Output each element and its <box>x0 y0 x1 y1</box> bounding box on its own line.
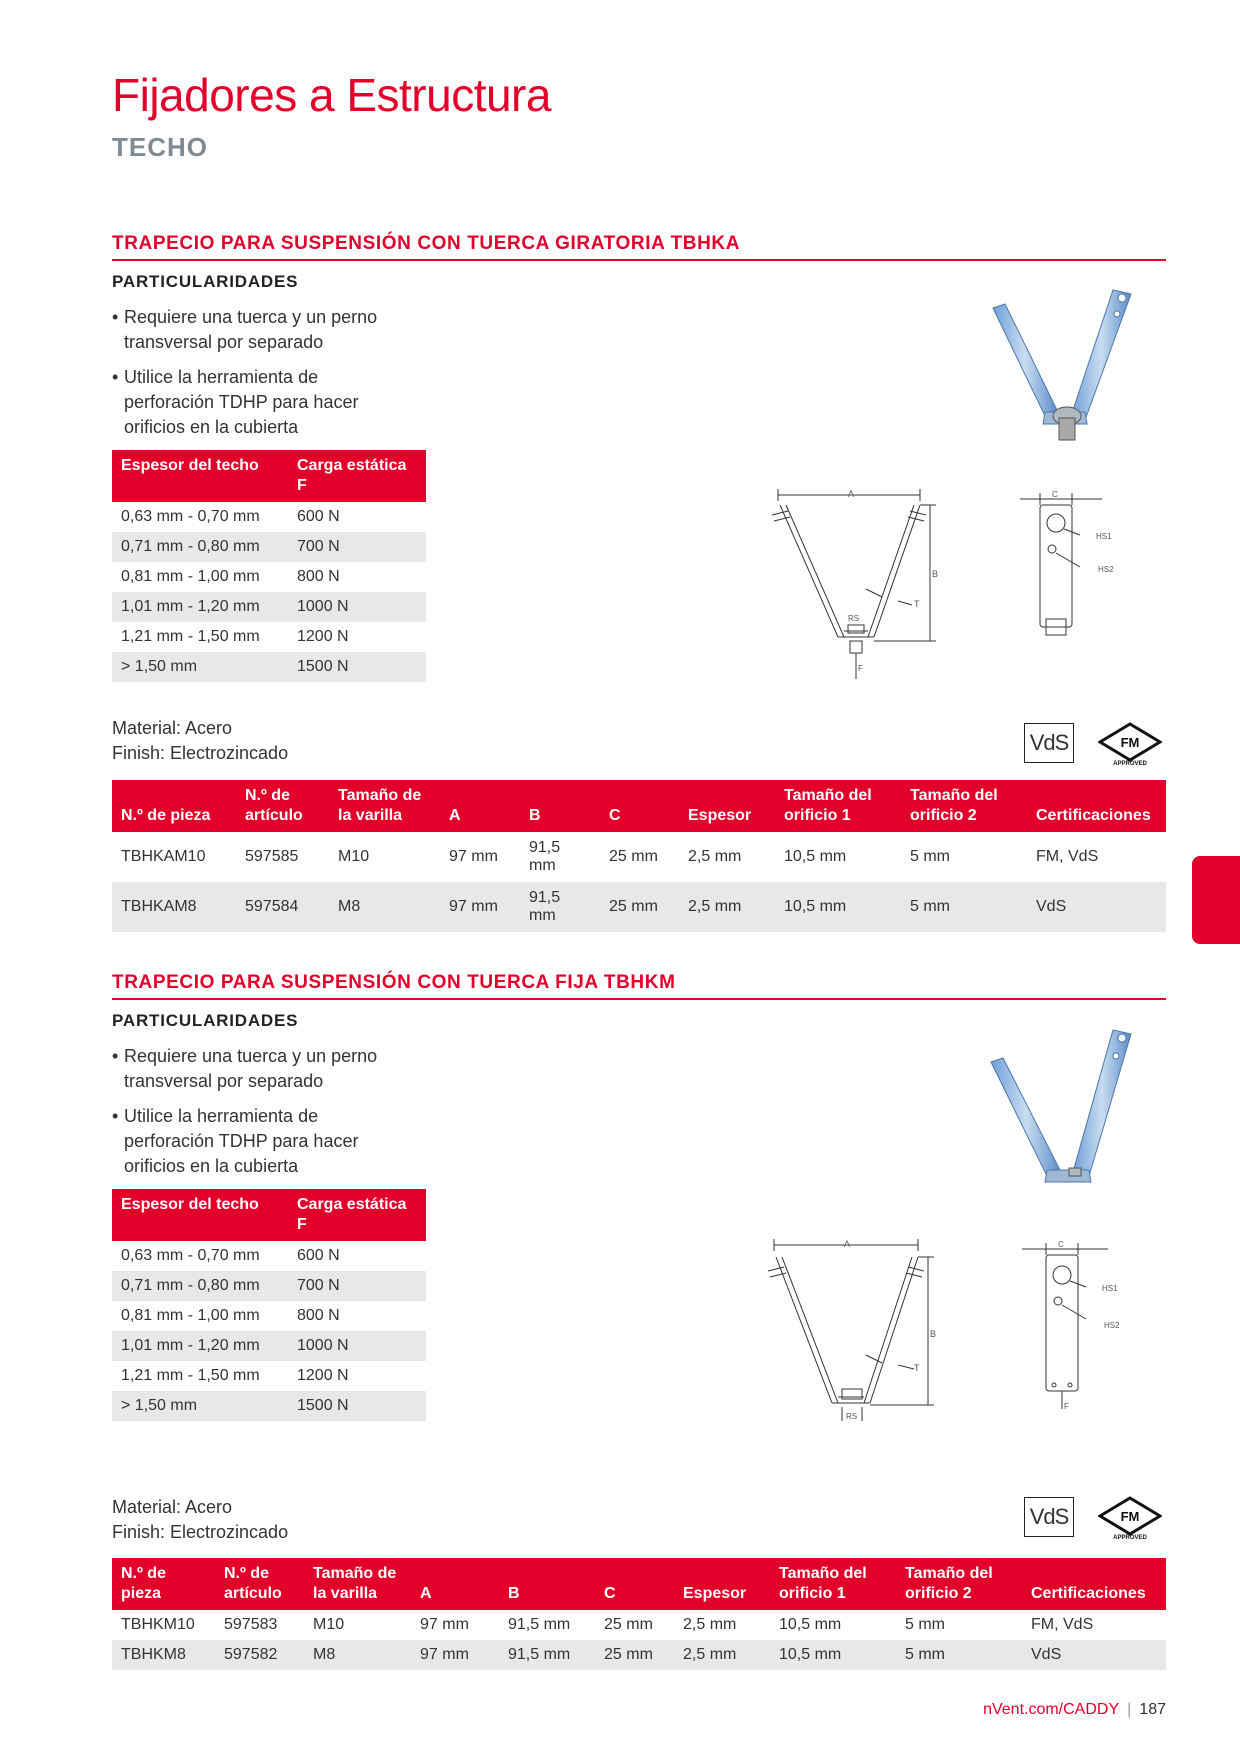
product-photo-tbhka <box>985 280 1145 452</box>
particularidades-heading: PARTICULARIDADES <box>112 1011 299 1030</box>
table-header: B <box>499 1558 595 1610</box>
load-table <box>112 450 426 682</box>
table-row: > 1,50 mm 1500 N <box>112 1391 426 1421</box>
product-table-tbhka <box>112 780 1166 932</box>
table-header: Espesor del techo <box>112 1189 288 1241</box>
fm-approved-logo <box>1098 722 1162 766</box>
table-header: Tamaño del orificio 2 <box>896 1558 1022 1610</box>
technical-drawing-front <box>1012 1235 1132 1415</box>
table-header: Certificaciones <box>1027 780 1166 832</box>
dimension-label-t: T <box>914 599 920 609</box>
dimension-label-c: C <box>1058 1240 1064 1249</box>
svg-text:FM: FM <box>1120 1509 1140 1524</box>
technical-drawing-side <box>770 485 970 685</box>
table-header: N.º de pieza <box>112 780 236 832</box>
table-row: 0,71 mm - 0,80 mm 700 N <box>112 1271 426 1301</box>
table-header: Carga estática F <box>288 1189 426 1241</box>
table-row: 0,81 mm - 1,00 mm 800 N <box>121 1307 340 1324</box>
dimension-label-f: F <box>858 664 863 673</box>
table-header: Tamaño de la varilla <box>329 780 440 832</box>
page-title: Fijadores a Estructura <box>112 69 551 121</box>
table-row: 1,01 mm - 1,20 mm 1000 N <box>112 1331 426 1361</box>
material-text: Material: Acero <box>112 718 233 738</box>
load-table <box>112 1189 426 1421</box>
svg-text:APPROVED: APPROVED <box>1113 1535 1147 1540</box>
technical-drawing-side <box>762 1235 972 1425</box>
page-number: 187 <box>1139 1701 1166 1718</box>
material-text: Material: Acero <box>112 1497 233 1517</box>
vds-logo: VdS <box>1024 723 1074 763</box>
table-row: 1,21 mm - 1,50 mm 1200 N <box>121 1367 349 1384</box>
table-row: TBHKAM8 597584 M8 97 mm 91,5 mm 25 mm 2,5 mm 10,5 mm 5 mm VdS <box>112 882 1166 932</box>
features-list <box>112 305 412 450</box>
chapter-tab-marker <box>1192 856 1240 944</box>
section-divider <box>112 998 1166 1000</box>
section-divider <box>112 259 1166 261</box>
dimension-label-f: F <box>1064 1402 1069 1411</box>
table-header: Certificaciones <box>1022 1558 1166 1610</box>
table-header: Tamaño de la varilla <box>304 1558 411 1610</box>
list-item: • Requiere una tuerca y un perno transversal por separado <box>112 1046 378 1091</box>
list-item: • Requiere una tuerca y un perno transversal por separado <box>112 307 378 352</box>
table-header: Tamaño del orificio 1 <box>770 1558 896 1610</box>
table-row: TBHKM8 597582 M8 97 mm 91,5 mm 25 mm 2,5 mm 10,5 mm 5 mm VdS <box>112 1640 1166 1670</box>
table-row: TBHKM10 597583 M10 97 mm 91,5 mm 25 mm 2,5 mm 10,5 mm 5 mm FM, VdS <box>121 1616 1094 1633</box>
page-footer: nVent.com/CADDY | 187 <box>983 1701 1166 1718</box>
table-header: N.º de artículo <box>215 1558 304 1610</box>
section-title-tbhka: TRAPECIO PARA SUSPENSIÓN CON TUERCA GIRATORIA TBHKA <box>112 233 741 254</box>
table-header: Espesor del techo <box>112 450 288 502</box>
table-row: 1,21 mm - 1,50 mm 1200 N <box>121 628 349 645</box>
dimension-label-b: B <box>932 569 939 579</box>
table-row: 0,63 mm - 0,70 mm 600 N <box>121 1247 340 1264</box>
table-header: N.º de artículo <box>236 780 329 832</box>
dimension-label-hs2: HS2 <box>1104 1321 1120 1330</box>
table-header: B <box>520 780 600 832</box>
product-photo-tbhkm <box>985 1026 1145 1192</box>
dimension-label-rs: RS <box>846 1412 858 1421</box>
dimension-label-hs1: HS1 <box>1102 1284 1118 1293</box>
dimension-label-a: A <box>848 489 855 499</box>
dimension-label-c: C <box>1052 490 1058 499</box>
technical-drawing-front <box>1010 485 1130 665</box>
page-subtitle: TECHO <box>112 132 208 162</box>
dimension-label-hs1: HS1 <box>1096 532 1112 541</box>
list-item: • Utilice la herramienta de perforación TDHP para hacer orificios en la cubierta <box>112 367 359 437</box>
table-row: 0,81 mm - 1,00 mm 800 N <box>121 568 340 585</box>
particularidades-heading: PARTICULARIDADES <box>112 272 299 291</box>
table-header: C <box>595 1558 674 1610</box>
section-title-tbhkm: TRAPECIO PARA SUSPENSIÓN CON TUERCA FIJA TBHKM <box>112 972 676 993</box>
material-info <box>112 1495 288 1545</box>
footer-link[interactable]: nVent.com/CADDY <box>983 1701 1120 1718</box>
product-table-tbhkm <box>112 1558 1166 1670</box>
vds-logo: VdS <box>1024 1497 1074 1537</box>
table-header: Espesor <box>674 1558 770 1610</box>
table-header: Tamaño del orificio 2 <box>901 780 1027 832</box>
table-header: Tamaño del orificio 1 <box>775 780 901 832</box>
table-header: Carga estática F <box>288 450 426 502</box>
svg-text:APPROVED: APPROVED <box>1113 761 1147 766</box>
table-row: 0,63 mm - 0,70 mm 600 N <box>121 508 340 525</box>
features-list <box>112 1044 412 1189</box>
table-row: TBHKAM10 597585 M10 97 mm 91,5 mm 25 mm 2,5 mm 10,5 mm 5 mm FM, VdS <box>121 839 1099 874</box>
fm-approved-logo <box>1098 1496 1162 1540</box>
dimension-label-t: T <box>914 1363 920 1373</box>
table-header: A <box>411 1558 499 1610</box>
svg-text:FM: FM <box>1120 735 1140 750</box>
table-row: 1,01 mm - 1,20 mm 1000 N <box>112 592 426 622</box>
finish-text: Finish: Electrozincado <box>112 1522 289 1542</box>
list-item: • Utilice la herramienta de perforación TDHP para hacer orificios en la cubierta <box>112 1106 359 1176</box>
table-header: C <box>600 780 679 832</box>
table-header: Espesor <box>679 780 775 832</box>
finish-text: Finish: Electrozincado <box>112 743 289 763</box>
dimension-label-rs: RS <box>848 614 860 623</box>
dimension-label-hs2: HS2 <box>1098 565 1114 574</box>
table-header: N.º de pieza <box>112 1558 215 1610</box>
table-row: > 1,50 mm 1500 N <box>112 652 426 682</box>
dimension-label-b: B <box>930 1329 937 1339</box>
material-info <box>112 716 288 766</box>
table-header: A <box>440 780 520 832</box>
dimension-label-a: A <box>844 1239 851 1249</box>
table-row: 0,71 mm - 0,80 mm 700 N <box>112 532 426 562</box>
